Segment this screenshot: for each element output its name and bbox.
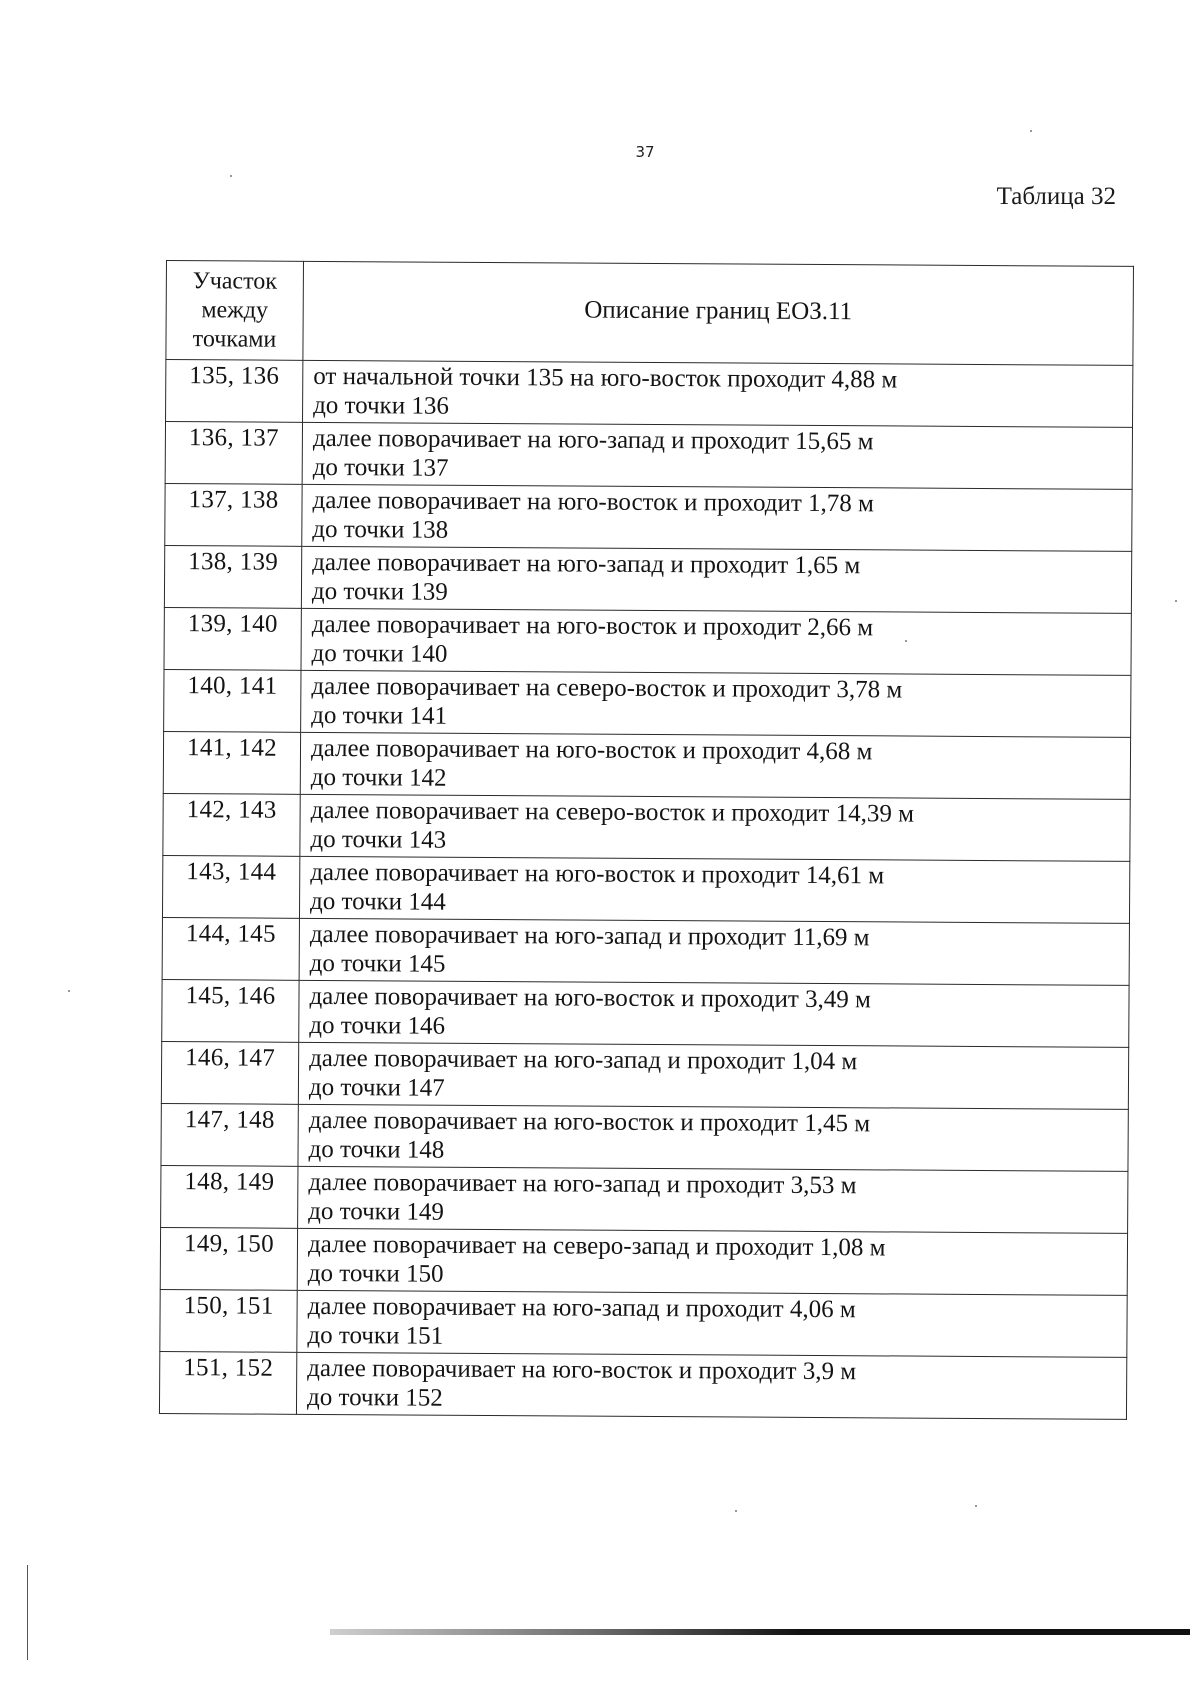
scan-speck (1175, 600, 1177, 602)
section-cell: 151, 152 (159, 1351, 296, 1414)
description-line: далее поворачивает на юго-восток и проходит 4,68 м (310, 734, 873, 766)
scan-speck (905, 640, 907, 642)
section-cell: 137, 138 (165, 483, 302, 546)
description-line: до точки 144 (310, 887, 446, 916)
section-cell: 149, 150 (160, 1227, 297, 1290)
description-line: от начальной точки 135 на юго-восток проходит 4,88 м (313, 362, 898, 394)
section-cell: 140, 141 (164, 669, 301, 732)
description-line: далее поворачивает на юго-восток и проходит 1,78 м (312, 486, 874, 518)
description-line: до точки 140 (311, 639, 448, 668)
section-cell: 147, 148 (161, 1103, 298, 1166)
description-line: до точки 147 (308, 1073, 445, 1102)
description-cell (301, 608, 1131, 675)
section-cell: 141, 142 (163, 731, 300, 794)
description-line: далее поворачивает на юго-запад и проходит 1,04 м (309, 1044, 858, 1076)
section-cell: 139, 140 (164, 607, 301, 670)
section-cell: 138, 139 (164, 545, 301, 608)
description-line: далее поворачивает на северо-запад и проходит 1,08 м (307, 1230, 886, 1262)
description-line: до точки 145 (309, 949, 446, 978)
table-row (163, 731, 1130, 799)
description-cell (302, 484, 1132, 551)
table-row (160, 1227, 1127, 1295)
description-line: до точки 151 (307, 1321, 444, 1350)
header-section (166, 261, 304, 361)
table-row (164, 669, 1131, 737)
section-cell: 136, 137 (165, 422, 302, 485)
description-line: далее поворачивает на юго-восток и проходит 3,49 м (309, 982, 871, 1014)
scan-speck (68, 990, 70, 992)
description-line: далее поворачивает на юго-запад и проходит 11,69 м (309, 920, 870, 952)
section-cell: 144, 145 (162, 917, 299, 980)
description-line: до точки 149 (308, 1197, 445, 1226)
table-row (161, 1103, 1128, 1171)
table-row (164, 607, 1131, 675)
scan-speck (975, 1505, 977, 1507)
description-line: далее поворачивает на северо-восток и проходит 3,78 м (311, 672, 903, 704)
scan-bottom-rule (330, 1629, 1190, 1635)
description-cell (301, 670, 1131, 737)
description-cell (297, 1290, 1127, 1357)
description-cell (298, 1104, 1128, 1171)
description-line: до точки 143 (310, 825, 447, 854)
table-row (166, 360, 1133, 428)
header-section-line: Участок (192, 267, 278, 295)
description-cell (299, 856, 1129, 923)
table-row (162, 855, 1129, 923)
description-line: до точки 152 (306, 1383, 443, 1412)
section-cell: 135, 136 (166, 360, 303, 423)
section-cell: 150, 151 (160, 1289, 297, 1352)
section-cell: 145, 146 (162, 979, 299, 1042)
description-line: до точки 136 (313, 391, 449, 420)
description-cell (299, 980, 1129, 1047)
table-body (159, 360, 1132, 1420)
table-row (165, 422, 1132, 490)
table-row (163, 793, 1130, 861)
boundary-description-table (159, 260, 1134, 1420)
description-cell (302, 422, 1132, 489)
description-cell (301, 546, 1131, 613)
description-line: далее поворачивает на северо-восток и проходит 14,39 м (310, 796, 915, 828)
description-cell (298, 1042, 1128, 1109)
header-description: Описание границ ЕОЗ.11 (303, 261, 1134, 365)
description-line: до точки 148 (308, 1135, 445, 1164)
section-cell: 148, 149 (161, 1165, 298, 1228)
section-cell: 142, 143 (163, 793, 300, 856)
description-cell (296, 1352, 1126, 1419)
description-line: до точки 138 (312, 515, 449, 544)
description-line: далее поворачивает на юго-запад и проходит 4,06 м (307, 1292, 856, 1324)
scan-speck (1030, 130, 1032, 132)
description-cell (303, 360, 1133, 427)
scan-speck (230, 175, 232, 177)
description-line: далее поворачивает на юго-восток и проходит 1,45 м (308, 1106, 871, 1138)
table-row (165, 483, 1132, 551)
table-row (161, 1041, 1128, 1109)
section-cell: 146, 147 (161, 1041, 298, 1104)
description-cell (298, 1166, 1128, 1233)
description-line: далее поворачивает на юго-запад и проходит 1,65 м (312, 548, 861, 580)
table-row (161, 1165, 1128, 1233)
table-row (162, 917, 1129, 985)
description-line: далее поворачивает на юго-восток и проходит 3,9 м (307, 1354, 857, 1386)
scan-speck (735, 1510, 737, 1512)
table-row (159, 1351, 1126, 1419)
description-cell (300, 732, 1130, 799)
header-section-line: между (201, 296, 269, 324)
description-cell (297, 1228, 1127, 1295)
description-cell (299, 918, 1129, 985)
description-cell (300, 794, 1130, 861)
description-line: далее поворачивает на юго-восток и проходит 14,61 м (310, 858, 885, 890)
description-line: до точки 141 (311, 701, 448, 730)
page-number: 37 (635, 143, 655, 161)
description-line: далее поворачивает на юго-запад и проходит 3,53 м (308, 1168, 857, 1200)
description-line: до точки 139 (311, 577, 448, 606)
description-line: до точки 146 (309, 1011, 446, 1040)
table-caption: Таблица 32 (996, 183, 1116, 210)
table-row (164, 545, 1131, 613)
table-row (160, 1289, 1127, 1357)
description-line: далее поворачивает на юго-запад и проходит 15,65 м (312, 424, 874, 456)
description-line: до точки 150 (307, 1259, 444, 1288)
description-line: до точки 142 (310, 763, 447, 792)
description-line: до точки 137 (312, 453, 449, 482)
scan-margin-mark (27, 1565, 28, 1660)
description-line: далее поворачивает на юго-восток и проходит 2,66 м (311, 610, 874, 642)
table-row (162, 979, 1129, 1047)
header-section-line: точками (192, 325, 277, 353)
section-cell: 143, 144 (162, 855, 299, 918)
table-header-row (166, 261, 1134, 366)
